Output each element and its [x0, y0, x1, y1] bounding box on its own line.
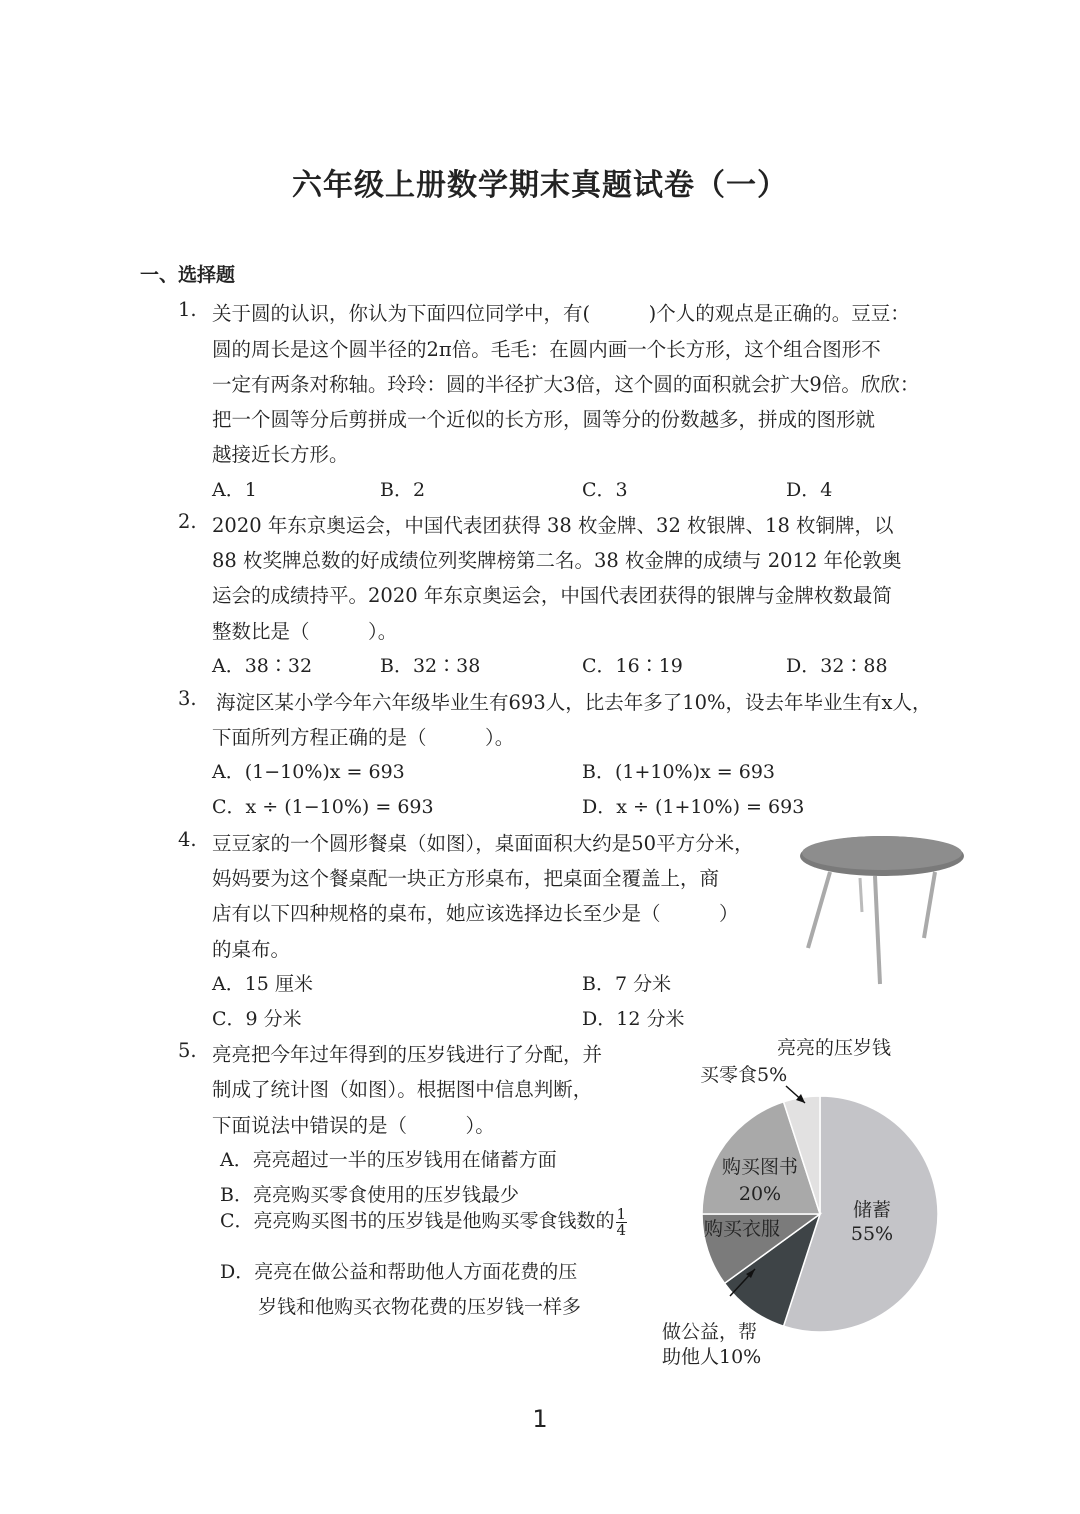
question-3-option-a: A．(1−10%)x = 693	[212, 761, 405, 783]
question-2-line-2: 88 枚奖牌总数的好成绩位列奖牌榜第二名。38 枚金牌的成绩与 2012 年伦敦奥	[212, 549, 902, 572]
question-2-number: 2.	[178, 510, 197, 533]
question-4-option-b: B．7 分米	[582, 973, 672, 995]
question-2-line-4: 整数比是（ ）。	[212, 620, 398, 643]
question-1-line-4: 把一个圆等分后剪拼成一个近似的长方形，圆等分的份数越多，拼成的图形就	[212, 408, 876, 431]
question-4-option-a: A．15 厘米	[212, 973, 313, 995]
label-books-2: 20%	[738, 1183, 782, 1205]
question-5-number: 5.	[178, 1039, 197, 1062]
question-2-option-d: D．32∶88	[786, 655, 888, 677]
question-2-option-a: A．38∶32	[212, 655, 313, 677]
question-1-option-c: C．3	[582, 479, 628, 501]
question-4-number: 4.	[178, 828, 197, 851]
question-3-number: 3.	[178, 687, 197, 710]
question-2-line-1: 2020 年东京奥运会，中国代表团获得 38 枚金牌、32 枚银牌、18 枚铜牌，以	[212, 514, 894, 537]
chart-title: 亮亮的压岁钱	[776, 1037, 892, 1059]
question-1-line-1: 关于圆的认识，你认为下面四位同学中，有( )个人的观点是正确的。豆豆：	[212, 302, 910, 325]
question-1-option-a: A．1	[212, 479, 257, 501]
question-1-option-d: D．4	[786, 479, 833, 501]
question-4-option-d: D．12 分米	[582, 1008, 685, 1030]
question-5-option-d-line-2: 岁钱和他购买衣物花费的压岁钱一样多	[258, 1296, 582, 1318]
question-5-option-d-line-1: D．亮亮在做公益和帮助他人方面花费的压	[220, 1261, 578, 1283]
label-charity-1: 做公益，帮	[662, 1321, 758, 1343]
question-4-line-3: 店有以下四种规格的桌布，她应该选择边长至少是（ ）	[212, 902, 739, 925]
question-5-line-2: 制成了统计图（如图）。根据图中信息判断，	[212, 1078, 593, 1101]
question-1-line-5: 越接近长方形。	[212, 443, 349, 466]
label-charity-2: 助他人10%	[662, 1346, 762, 1368]
question-4-option-c: C．9 分米	[212, 1008, 302, 1030]
question-5-option-b: B．亮亮购买零食使用的压岁钱最少	[220, 1184, 519, 1206]
label-clothes: 购买衣服	[704, 1218, 781, 1240]
question-5-line-3: 下面说法中错误的是（ ）。	[212, 1114, 495, 1137]
pie-chart	[640, 1030, 960, 1380]
question-4-line-4: 的桌布。	[212, 938, 291, 961]
question-4-line-2: 妈妈要为这个餐桌配一块正方形桌布，把桌面全覆盖上，商	[212, 867, 720, 890]
question-3-option-d: D．x ÷ (1+10%) = 693	[582, 796, 805, 818]
question-1-number: 1.	[178, 298, 197, 321]
page-title: 六年级上册数学期末真题试卷（一）	[292, 168, 788, 203]
fraction	[616, 1204, 628, 1239]
question-1-line-3: 一定有两条对称轴。玲玲：圆的半径扩大3倍，这个圆的面积就会扩大9倍。欣欣：	[212, 373, 920, 396]
question-5-option-c	[220, 1206, 627, 1238]
question-3-option-c: C．x ÷ (1−10%) = 693	[212, 796, 434, 818]
label-snacks: 买零食5%	[700, 1064, 788, 1086]
question-1-line-2: 圆的周长是这个圆半径的2π倍。毛毛：在圆内画一个长方形，这个组合图形不	[212, 338, 881, 361]
question-5-option-a: A．亮亮超过一半的压岁钱用在储蓄方面	[220, 1149, 557, 1171]
round-table-image	[790, 830, 970, 990]
question-2-option-c: C．16∶19	[582, 655, 683, 677]
pie-slices	[702, 1096, 938, 1332]
question-4-line-1: 豆豆家的一个圆形餐桌（如图），桌面面积大约是50平方分米，	[212, 832, 754, 855]
page-number: 1	[532, 1405, 548, 1433]
question-2-option-b: B．32∶38	[380, 655, 481, 677]
label-books-1: 购买图书	[721, 1156, 799, 1178]
label-savings-2: 55%	[850, 1223, 894, 1245]
section-heading: 一、选择题	[140, 264, 236, 286]
question-2-line-3: 运会的成绩持平。2020 年东京奥运会，中国代表团获得的银牌与金牌枚数最简	[212, 584, 892, 607]
question-5-option-c-text: C．亮亮购买图书的压岁钱是他购买零食钱数的	[220, 1210, 615, 1232]
question-5-line-1: 亮亮把今年过年得到的压岁钱进行了分配，并	[212, 1043, 603, 1066]
question-3-line-1: 海淀区某小学今年六年级毕业生有693人，比去年多了10%，设去年毕业生有x人，	[216, 691, 932, 714]
question-1-option-b: B．2	[380, 479, 426, 501]
question-3-line-2: 下面所列方程正确的是（ ）。	[212, 726, 515, 749]
label-savings-1: 储蓄	[852, 1199, 892, 1221]
fraction-numerator: 1	[616, 1204, 627, 1223]
fraction-denominator: 4	[616, 1220, 627, 1239]
question-3-option-b: B．(1+10%)x = 693	[582, 761, 776, 783]
